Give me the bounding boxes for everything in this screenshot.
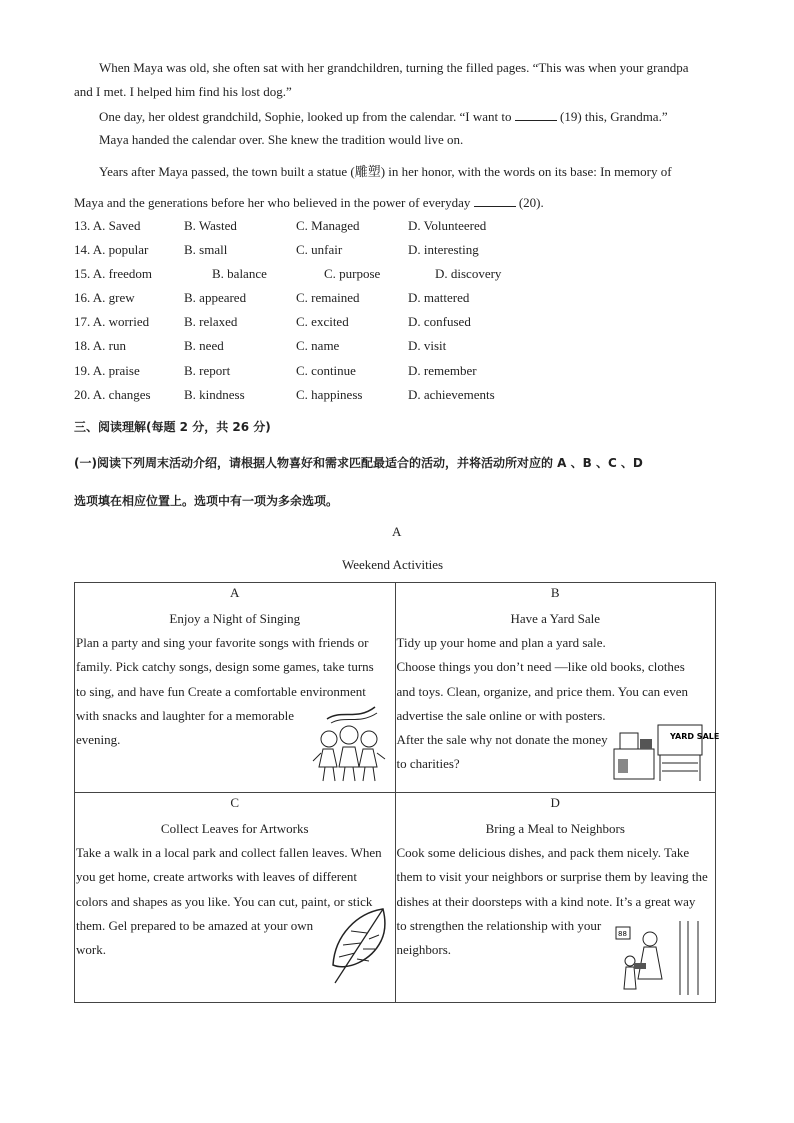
passage-line: and I met. I helped him find his lost dog.” — [74, 84, 292, 99]
option-b[interactable]: B. relaxed — [184, 314, 238, 329]
option-d[interactable]: D. visit — [408, 338, 447, 353]
passage-text: One day, her oldest grandchild, Sophie, looked up from the calendar. “I want to — [99, 109, 512, 124]
activity-b-cell — [395, 583, 719, 793]
body-line: them to visit your neighbors or surprise them by leaving the — [396, 869, 708, 885]
option-a[interactable]: 14. A. popular — [74, 242, 149, 257]
activity-title: Bring a Meal to Neighbors — [485, 821, 625, 836]
option-b[interactable]: B. Wasted — [184, 218, 237, 233]
activity-letter: A — [230, 585, 240, 600]
body-line: and toys. Clean, organize, and price them. You can even — [396, 683, 688, 699]
body-line: dishes at their doorsteps with a kind note. It’s a great way — [396, 893, 696, 909]
passage-line: Maya handed the calendar over. She knew the tradition would live on. — [99, 132, 464, 147]
answer-blank-20[interactable] — [474, 194, 516, 207]
neighbor-meal-illustration — [610, 919, 706, 997]
option-c[interactable]: C. Managed — [296, 218, 360, 233]
yard-sale-sign-text: YARD SALE — [669, 732, 719, 741]
passage-line — [74, 194, 544, 211]
option-a[interactable]: 15. A. freedom — [74, 266, 152, 281]
body-line: advertise the sale online or with posters. — [396, 707, 606, 723]
body-line: to sing, and have fun Create a comfortable environment — [76, 683, 366, 699]
option-c[interactable]: C. continue — [296, 363, 356, 378]
passage-text: Maya and the generations before her who believed in the power of everyday — [74, 195, 471, 210]
answer-blank-19[interactable] — [515, 108, 557, 121]
option-a[interactable]: 13. A. Saved — [74, 218, 141, 233]
body-line: colors and shapes as you like. You can cut, paint, or stick — [76, 893, 373, 909]
option-a[interactable]: 19. A. praise — [74, 363, 140, 378]
singing-kids-illustration — [307, 701, 391, 785]
option-b[interactable]: B. appeared — [184, 290, 247, 305]
passage-text: (19) this, Grandma.” — [560, 109, 668, 124]
activities-table — [74, 582, 719, 1003]
body-line: you get home, create artworks with leaves of different — [76, 869, 357, 885]
option-c[interactable]: C. unfair — [296, 242, 343, 257]
option-a[interactable]: 16. A. grew — [74, 290, 135, 305]
body-line: work. — [76, 942, 106, 958]
option-d[interactable]: D. achievements — [408, 387, 495, 402]
body-line: Plan a party and sing your favorite songs with friends or — [76, 635, 369, 650]
body-line: to charities? — [396, 756, 460, 772]
body-line: with snacks and laughter for a memorable — [76, 707, 295, 723]
body-line: Choose things you don’t need —like old books, clothes — [396, 659, 685, 675]
body-line: them. Gel prepared to be amazed at your own — [76, 917, 314, 933]
option-b[interactable]: B. small — [184, 242, 228, 257]
body-line: evening. — [76, 732, 121, 748]
activity-d-cell — [395, 793, 716, 1003]
option-b[interactable]: B. report — [184, 363, 231, 378]
option-d[interactable]: D. discovery — [435, 266, 502, 281]
passage-label: A — [392, 524, 402, 539]
option-b[interactable]: B. need — [184, 338, 224, 353]
table-title: Weekend Activities — [342, 557, 444, 572]
yard-sale-illustration — [612, 719, 719, 785]
activity-c-cell — [75, 793, 396, 1003]
activity-letter: C — [230, 795, 240, 810]
passage-line: When Maya was old, she often sat with her grandchildren, turning the filled pages. “This was when your grandpa — [99, 60, 689, 75]
passage-line — [99, 108, 668, 125]
passage-line: Years after Maya passed, the town built a statue (雕塑) in her honor, with the words on its base: In memory of — [99, 164, 672, 179]
option-d[interactable]: D. remember — [408, 363, 477, 378]
activity-letter: D — [550, 795, 560, 810]
option-a[interactable]: 18. A. run — [74, 338, 126, 353]
instruction-line: (一)阅读下列周末活动介绍，请根据人物喜好和需求匹配最适合的活动，并将活动所对应的 A 、B 、C 、D — [74, 456, 643, 470]
passage-text: (20). — [518, 195, 544, 210]
option-c[interactable]: C. remained — [296, 290, 360, 305]
body-line: to strengthen the relationship with your — [396, 917, 602, 933]
body-line: Cook some delicious dishes, and pack them nicely. Take — [396, 845, 690, 860]
activity-title: Collect Leaves for Artworks — [160, 821, 309, 836]
option-b[interactable]: B. balance — [212, 266, 267, 281]
option-b[interactable]: B. kindness — [184, 387, 245, 402]
leaf-icon — [327, 905, 389, 991]
activity-title: Have a Yard Sale — [510, 611, 601, 626]
option-a[interactable]: 17. A. worried — [74, 314, 150, 329]
body-line: After the sale why not donate the money — [396, 732, 608, 748]
option-d[interactable]: D. confused — [408, 314, 471, 329]
activity-a-cell — [75, 583, 396, 793]
activity-letter: B — [550, 585, 560, 600]
body-line: family. Pick catchy songs, design some games, take turns — [76, 659, 374, 675]
option-a[interactable]: 20. A. changes — [74, 387, 151, 402]
option-c[interactable]: C. name — [296, 338, 340, 353]
body-line: neighbors. — [396, 942, 452, 958]
door-number: 88 — [617, 930, 627, 938]
option-c[interactable]: C. happiness — [296, 387, 363, 402]
option-c[interactable]: C. purpose — [324, 266, 381, 281]
activity-title: Enjoy a Night of Singing — [169, 611, 301, 626]
option-c[interactable]: C. excited — [296, 314, 349, 329]
option-d[interactable]: D. Volunteered — [408, 218, 487, 233]
instruction-line: 选项填在相应位置上。选项中有一项为多余选项。 — [74, 494, 339, 508]
option-d[interactable]: D. interesting — [408, 242, 479, 257]
body-line: Take a walk in a local park and collect fallen leaves. When — [76, 845, 382, 860]
section-heading: 三、阅读理解(每题 2 分，共 26 分) — [74, 420, 271, 434]
option-d[interactable]: D. mattered — [408, 290, 470, 305]
body-line: Tidy up your home and plan a yard sale. — [396, 635, 606, 650]
